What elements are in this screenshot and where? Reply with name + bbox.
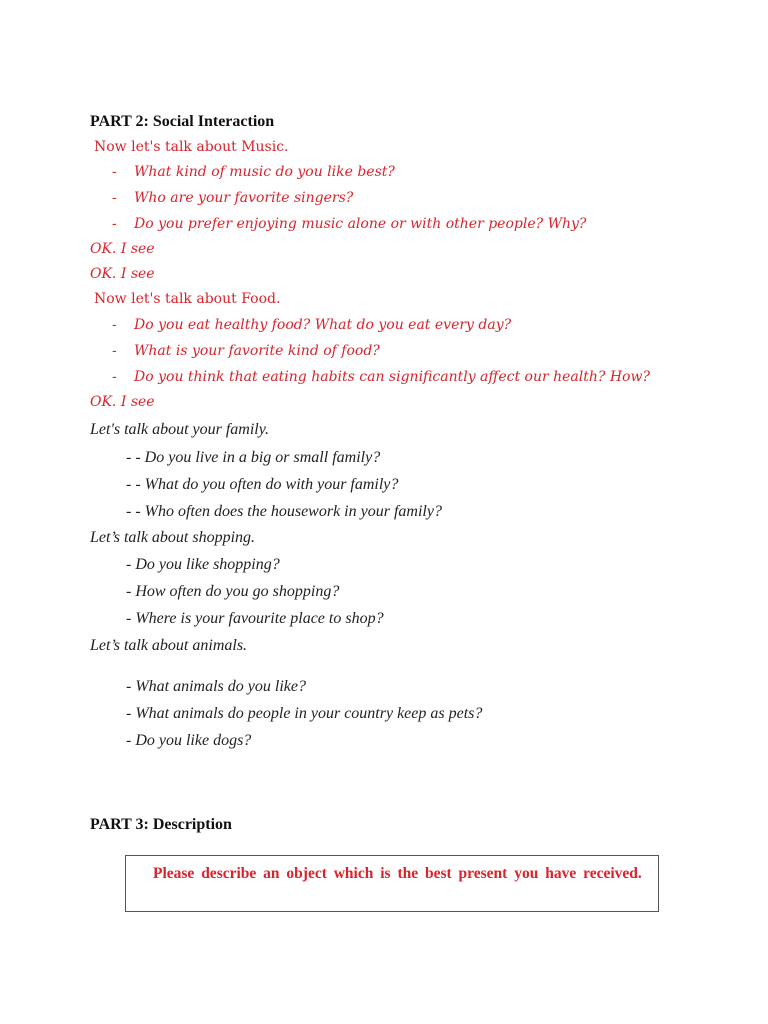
ok-response: OK. I see xyxy=(90,266,155,282)
animals-intro: Let’s talk about animals. xyxy=(90,637,248,654)
part3-heading: PART 3: Description xyxy=(90,816,232,833)
question-text: What is your favorite kind of food? xyxy=(134,343,380,359)
part2-heading: PART 2: Social Interaction xyxy=(90,113,275,130)
music-intro: Now let's talk about Music. xyxy=(94,139,289,155)
list-item: - What is your favorite kind of food? xyxy=(112,343,380,359)
list-item: - - Do you live in a big or small family? xyxy=(126,449,381,466)
list-item: - Who are your favorite singers? xyxy=(112,190,354,206)
ok-response: OK. I see xyxy=(90,394,155,410)
shopping-intro: Let’s talk about shopping. xyxy=(90,529,256,546)
question-text: Do you prefer enjoying music alone or with other people? Why? xyxy=(134,216,587,232)
family-intro: Let's talk about your family. xyxy=(90,421,269,438)
question-text: What kind of music do you like best? xyxy=(134,164,395,180)
description-prompt-box xyxy=(125,855,659,912)
list-item: - How often do you go shopping? xyxy=(126,583,340,600)
question-text: Who are your favorite singers? xyxy=(134,190,354,206)
list-item: - Do you prefer enjoying music alone or with other people? Why? xyxy=(112,216,587,232)
list-item: - What kind of music do you like best? xyxy=(112,164,395,180)
list-item: - Do you think that eating habits can significantly affect our health? How? xyxy=(112,369,650,385)
food-intro: Now let's talk about Food. xyxy=(94,291,281,307)
ok-response: OK. I see xyxy=(90,241,155,257)
list-item: - - Who often does the housework in your family? xyxy=(126,503,442,520)
question-text: Do you eat healthy food? What do you eat every day? xyxy=(134,317,512,333)
list-item: - What animals do you like? xyxy=(126,678,306,695)
list-item: - Do you like shopping? xyxy=(126,556,280,573)
description-prompt: Please describe an object which is the best present you have received. xyxy=(153,865,642,882)
list-item: - Do you like dogs? xyxy=(126,732,252,749)
list-item: - Do you eat healthy food? What do you eat every day? xyxy=(112,317,512,333)
list-item: - What animals do people in your country keep as pets? xyxy=(126,705,483,722)
list-item: - - What do you often do with your family? xyxy=(126,476,399,493)
list-item: - Where is your favourite place to shop? xyxy=(126,610,384,627)
question-text: Do you think that eating habits can significantly affect our health? How? xyxy=(134,369,650,385)
